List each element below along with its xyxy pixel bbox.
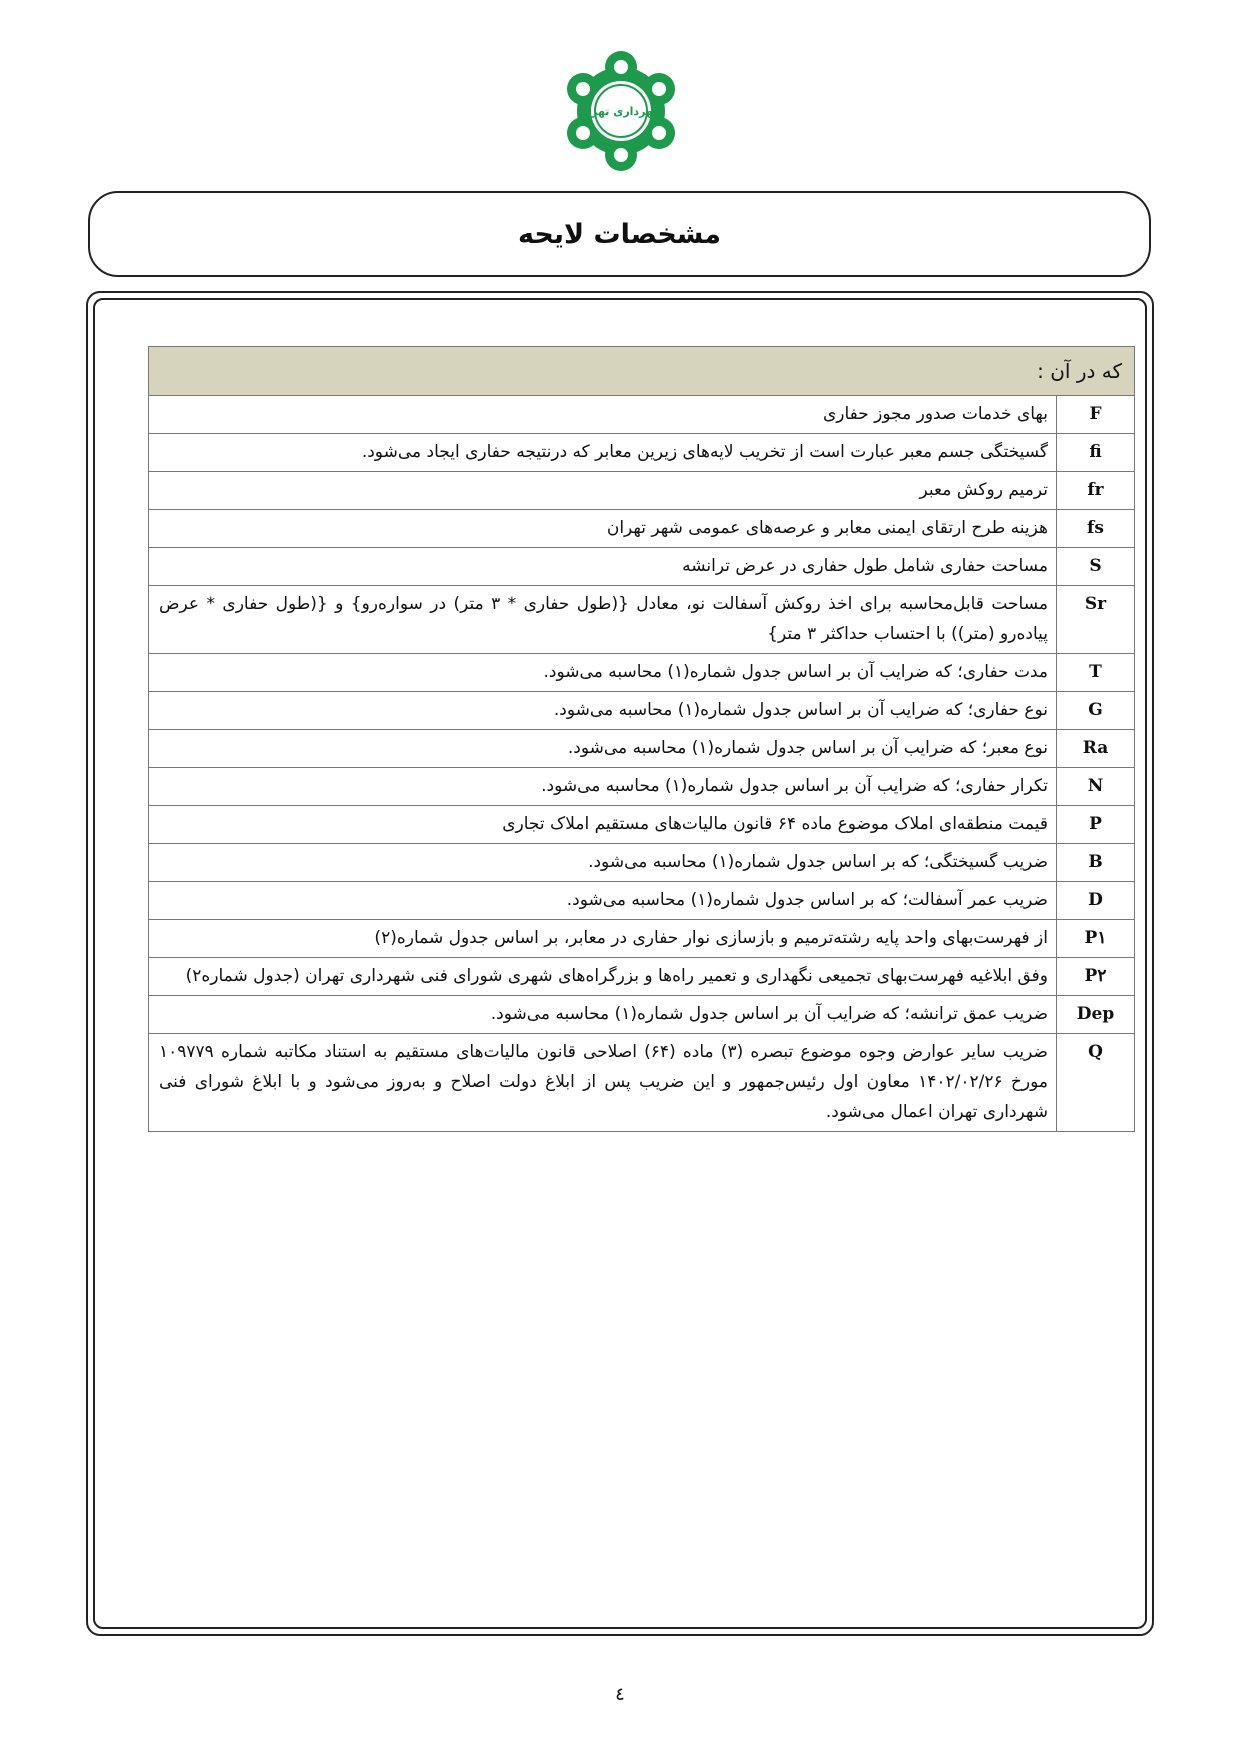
description-cell: وفق ابلاغیه فهرست‌بهای تجمیعی نگهداری و تعمیر راه‌ها و بزرگراه‌های شهری شورای فنی شهرداری تهران (جدول شماره۲) (149, 958, 1057, 996)
symbol-cell: B (1057, 844, 1135, 882)
table-row (149, 396, 1135, 434)
table-row (149, 510, 1135, 548)
description-cell: گسیختگی جسم معبر عبارت است از تخریب لایه‌های زیرین معابر که درنتیجه حفاری ایجاد می‌شود. (149, 434, 1057, 472)
description-cell: قیمت منطقه‌ای املاک موضوع ماده ۶۴ قانون مالیات‌های مستقیم املاک تجاری (149, 806, 1057, 844)
table-row (149, 730, 1135, 768)
table-row (149, 806, 1135, 844)
table-row (149, 996, 1135, 1034)
symbol-cell: fs (1057, 510, 1135, 548)
table-row (149, 768, 1135, 806)
description-cell: بهای خدمات صدور مجوز حفاری (149, 396, 1057, 434)
table-row (149, 920, 1135, 958)
description-cell: مدت حفاری؛ که ضرایب آن بر اساس جدول شماره(۱) محاسبه می‌شود. (149, 654, 1057, 692)
table-intro: که در آن : (149, 347, 1135, 396)
symbol-cell: Q (1057, 1034, 1135, 1132)
description-cell: تکرار حفاری؛ که ضرایب آن بر اساس جدول شماره(۱) محاسبه می‌شود. (149, 768, 1057, 806)
description-cell: از فهرست‌بهای واحد پایه رشته‌ترمیم و بازسازی نوار حفاری در معابر، بر اساس جدول شماره(۲) (149, 920, 1057, 958)
description-cell: ضریب سایر عوارض وجوه موضوع تبصره (۳) ماده (۶۴) اصلاحی قانون مالیات‌های مستقیم به استناد مکاتبه شماره ۱۰۹۷۷۹ مورخ ۱۴۰۲/۰۲/۲۶ معاون اول رئیس‌جمهور و این ضریب پس از ابلاغ دولت اصلاح و به‌روز می‌شود و با ابلاغ شورای فنی شهرداری تهران اعمال می‌شود. (149, 1034, 1057, 1132)
definitions-table (148, 346, 1135, 1132)
description-cell: ترمیم روکش معبر (149, 472, 1057, 510)
description-cell: ضریب عمق ترانشه؛ که ضرایب آن بر اساس جدول شماره(۱) محاسبه می‌شود. (149, 996, 1057, 1034)
symbol-cell: fr (1057, 472, 1135, 510)
description-cell: ضریب گسیختگی؛ که بر اساس جدول شماره(۱) محاسبه می‌شود. (149, 844, 1057, 882)
table-row (149, 1034, 1135, 1132)
symbol-cell: Ra (1057, 730, 1135, 768)
symbol-cell: D (1057, 882, 1135, 920)
symbol-cell: F (1057, 396, 1135, 434)
symbol-cell: Dep (1057, 996, 1135, 1034)
description-cell: نوع حفاری؛ که ضرایب آن بر اساس جدول شماره(۱) محاسبه می‌شود. (149, 692, 1057, 730)
description-cell: مساحت حفاری شامل طول حفاری در عرض ترانشه (149, 548, 1057, 586)
symbol-cell: T (1057, 654, 1135, 692)
description-cell: نوع معبر؛ که ضرایب آن بر اساس جدول شماره(۱) محاسبه می‌شود. (149, 730, 1057, 768)
table-row (149, 882, 1135, 920)
symbol-cell: N (1057, 768, 1135, 806)
symbol-cell: P (1057, 806, 1135, 844)
symbol-cell: P۲ (1057, 958, 1135, 996)
table-row (149, 586, 1135, 654)
table-row (149, 844, 1135, 882)
description-cell: مساحت قابل‌محاسبه برای اخذ روکش آسفالت نو، معادل {(طول حفاری * ۳ متر) در سواره‌رو} و {(طول حفاری * عرض پیاده‌رو (متر)) با احتساب حداکثر ۳ متر} (149, 586, 1057, 654)
table-row (149, 548, 1135, 586)
page-title: مشخصات لایحه (517, 218, 721, 250)
title-box (88, 191, 1151, 277)
page-number: ٤ (615, 1684, 625, 1705)
table-row (149, 654, 1135, 692)
symbol-cell: Sr (1057, 586, 1135, 654)
symbol-cell: fi (1057, 434, 1135, 472)
description-cell: ضریب عمر آسفالت؛ که بر اساس جدول شماره(۱) محاسبه می‌شود. (149, 882, 1057, 920)
logo-caption: شهرداری تهران (578, 105, 664, 118)
table-row (149, 472, 1135, 510)
symbol-cell: G (1057, 692, 1135, 730)
table-row (149, 958, 1135, 996)
table-row (149, 692, 1135, 730)
table-row (149, 434, 1135, 472)
symbol-cell: S (1057, 548, 1135, 586)
tehran-municipality-logo (556, 46, 686, 176)
symbol-cell: P۱ (1057, 920, 1135, 958)
description-cell: هزینه طرح ارتقای ایمنی معابر و عرصه‌های عمومی شهر تهران (149, 510, 1057, 548)
